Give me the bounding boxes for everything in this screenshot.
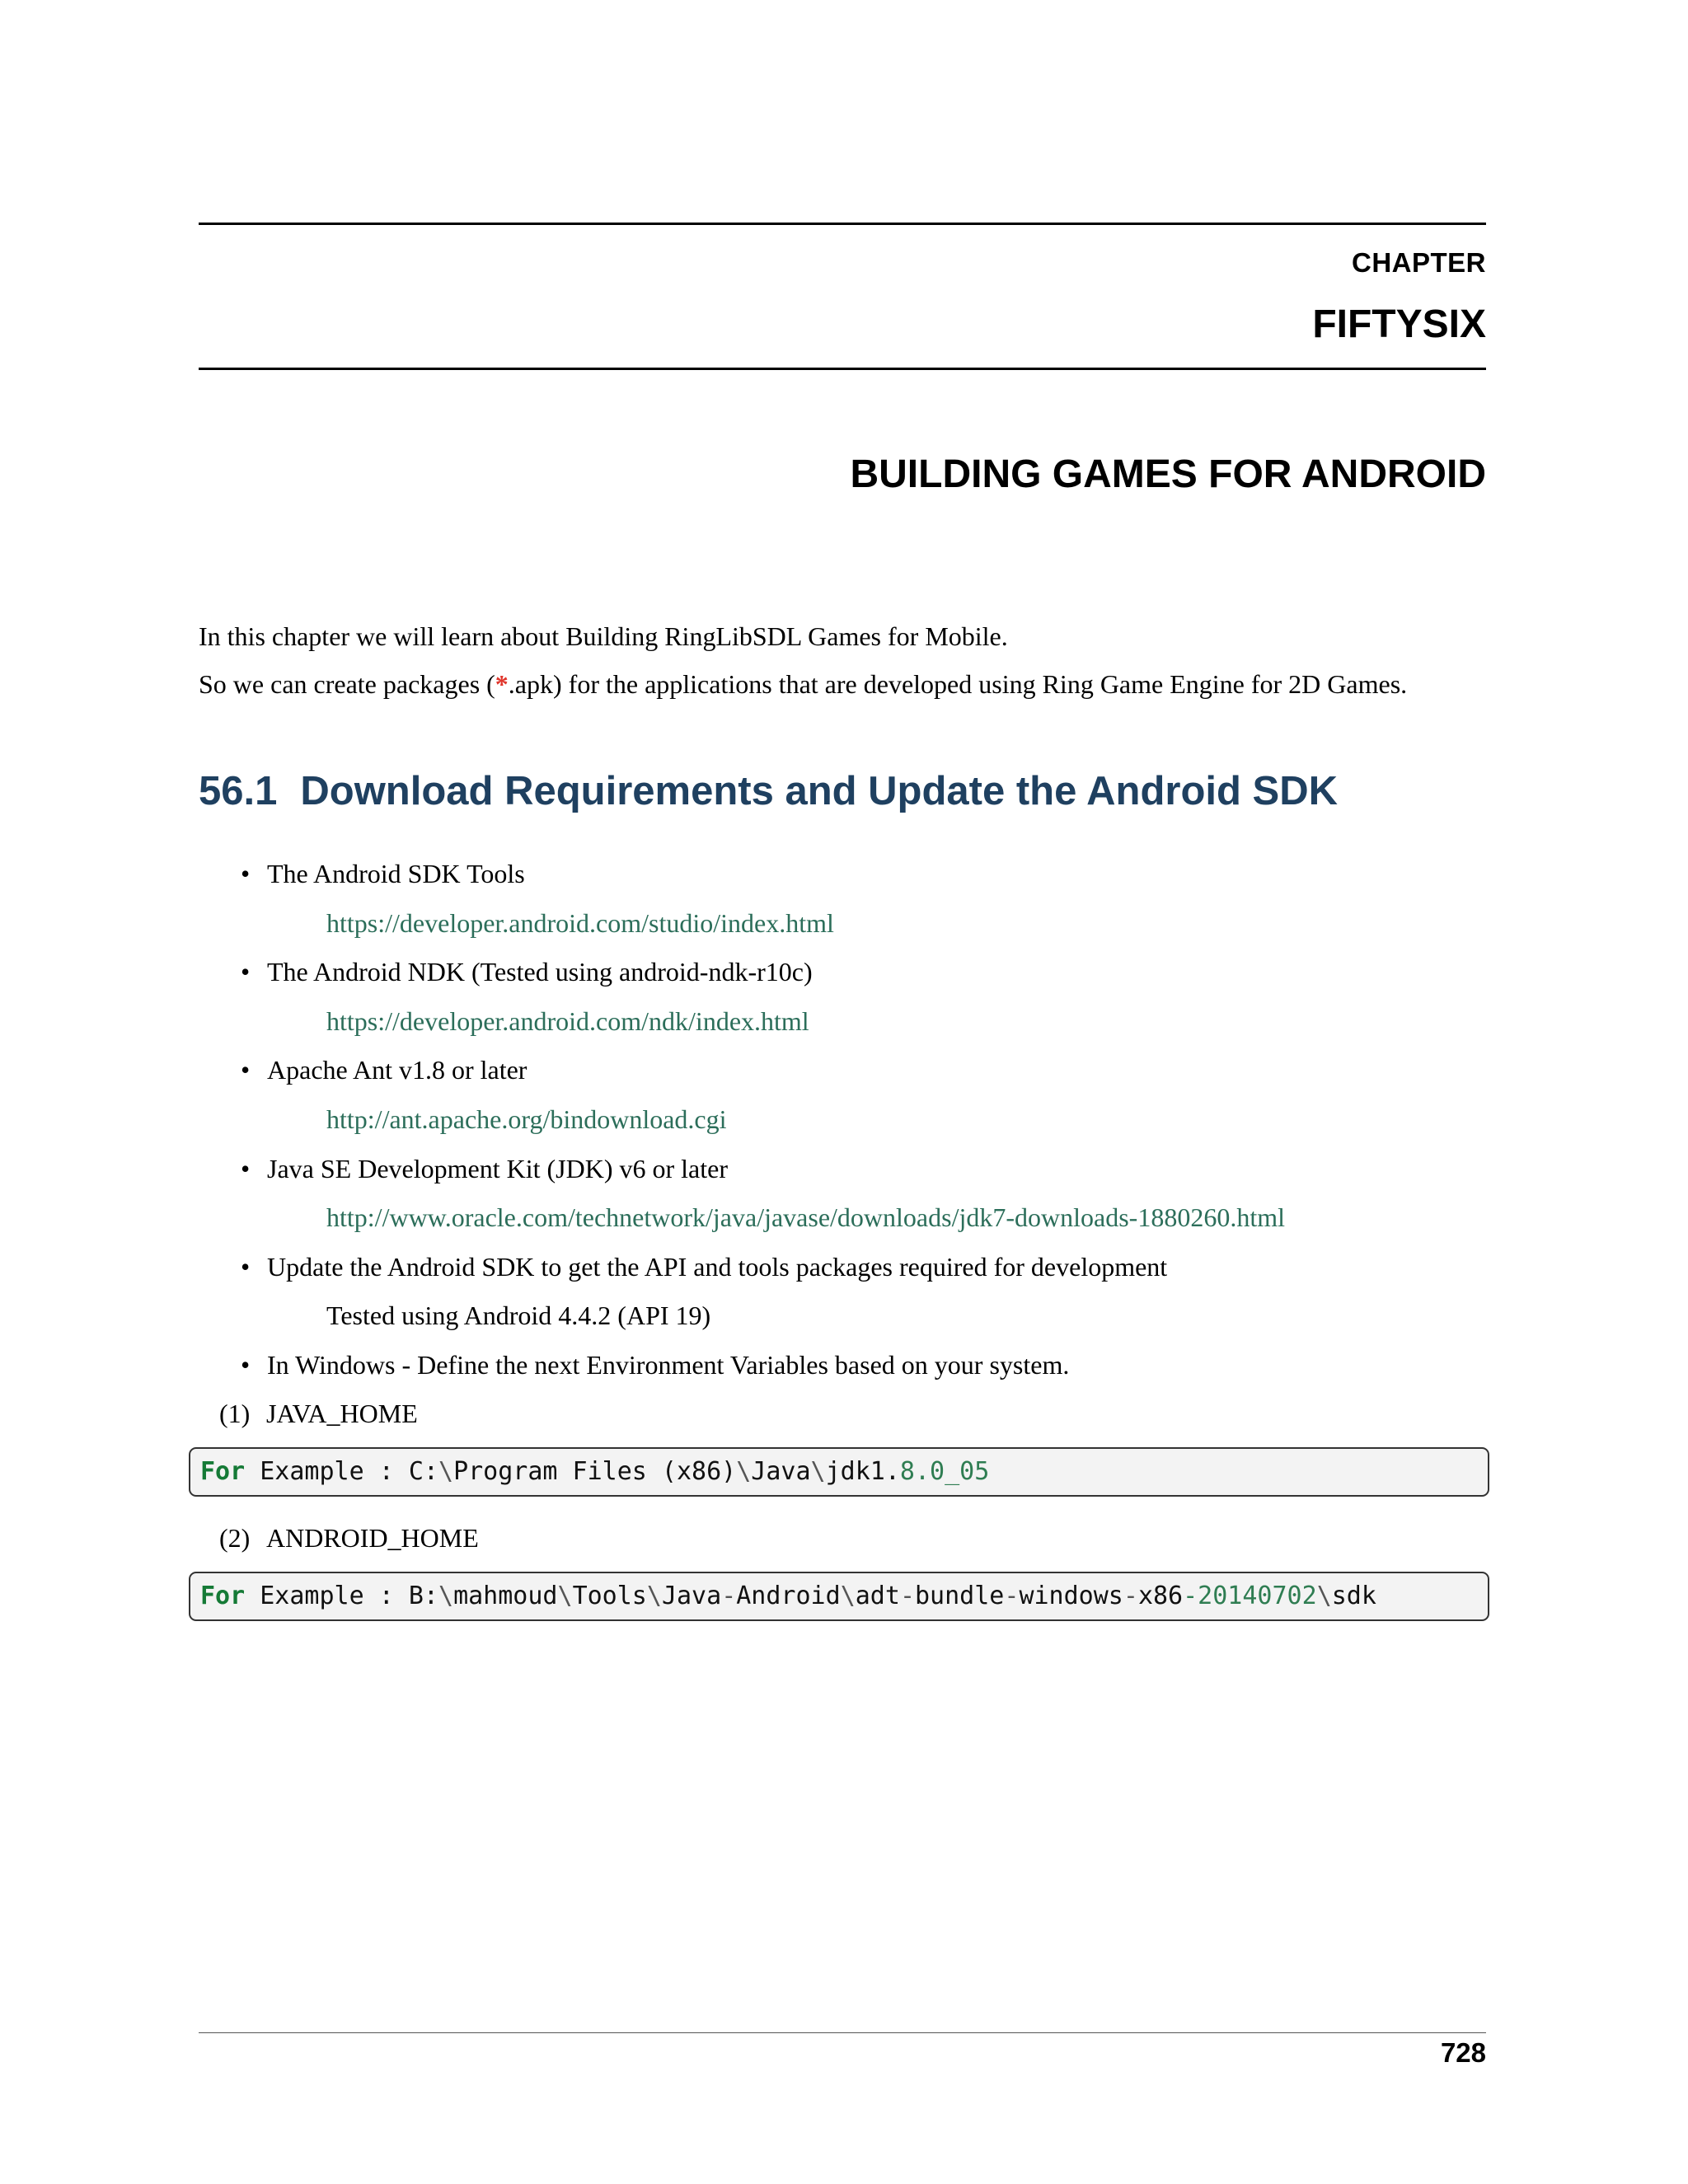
link-android-ndk[interactable]: https://developer.android.com/ndk/index.html (326, 1006, 809, 1036)
chapter-title: BUILDING GAMES FOR ANDROID (850, 452, 1486, 496)
link-android-sdk[interactable]: https://developer.android.com/studio/index.html (326, 908, 834, 938)
chapter-label: CHAPTER (1351, 247, 1486, 278)
list-item: • The Android SDK Tools (241, 859, 525, 888)
list-item: • The Android NDK (Tested using android-ndk-r10c) (241, 957, 813, 987)
intro-paragraph-2: So we can create packages (*.apk) for the applications that are developed using Ring Game Engine for 2D Games. (199, 669, 1408, 699)
list-item: • Apache Ant v1.8 or later (241, 1055, 528, 1085)
list-item-detail: Tested using Android 4.4.2 (API 19) (326, 1301, 711, 1330)
list-item: • Update the Android SDK to get the API and tools packages required for development (241, 1252, 1168, 1282)
chapter-number: FIFTYSIX (1312, 302, 1486, 346)
env-var-item: (1) JAVA_HOME (219, 1399, 418, 1428)
link-apache-ant[interactable]: http://ant.apache.org/bindownload.cgi (326, 1104, 727, 1134)
env-var-item: (2) ANDROID_HOME (219, 1523, 479, 1553)
code-block-android-home: For Example : B:\mahmoud\Tools\Java-Android\adt-bundle-windows-x86-20140702\sdk (189, 1572, 1489, 1621)
section-heading (199, 768, 1338, 814)
list-item: • In Windows - Define the next Environment Variables based on your system. (241, 1350, 1070, 1380)
intro-paragraph-1: In this chapter we will learn about Building RingLibSDL Games for Mobile. (199, 621, 1008, 651)
link-jdk[interactable]: http://www.oracle.com/technetwork/java/javase/downloads/jdk7-downloads-1880260.html (326, 1202, 1285, 1232)
chapter-bottom-rule (199, 368, 1486, 370)
page-number: 728 (1440, 2037, 1486, 2068)
footer-rule (199, 2032, 1486, 2033)
chapter-top-rule (199, 223, 1486, 225)
section-title: Download Requirements and Update the Android SDK (300, 769, 1339, 813)
list-item: • Java SE Development Kit (JDK) v6 or later (241, 1154, 728, 1183)
section-number: 56.1 (199, 769, 278, 813)
asterisk-wildcard: * (495, 669, 509, 699)
code-block-java-home: For Example : C:\Program Files (x86)\Java\jdk1.8.0_05 (189, 1447, 1489, 1497)
